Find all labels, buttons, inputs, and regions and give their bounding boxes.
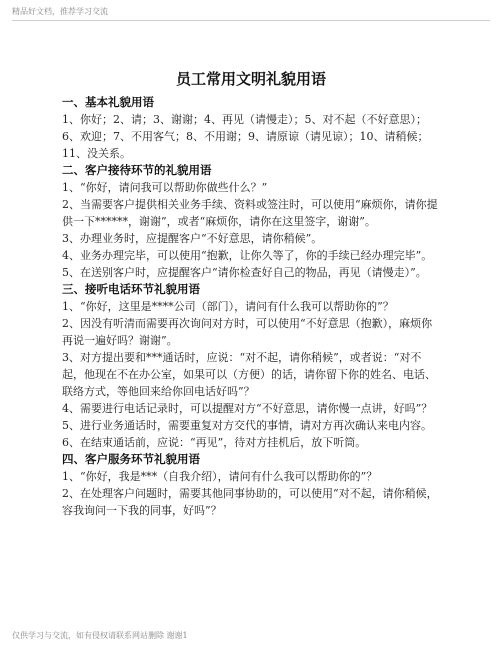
paragraph: 2、因没有听清而需要再次询问对方时，可以使用“不好意思（抱歉），麻烦你再说一遍好吗？谢谢”。 [62,317,433,347]
paragraph: 2、在处理客户问题时，需要其他同事协助的，可以使用“对不起，请你稍候，容我询问一下我的同事，好吗”？ [62,487,438,517]
section-heading: 一、基本礼貌用语 [62,95,154,109]
paragraph: 1、“你好，我是***（自我介绍），请问有什么我可以帮助你的”？ [62,470,378,483]
document-title: 员工常用文明礼貌用语 [175,70,326,88]
section-basic-courtesy [62,94,440,162]
paragraph: 6、在结束通话前，应说：“再见”，待对方挂机后，放下听筒。 [62,436,367,449]
document-body [62,94,440,519]
section-customer-service [62,451,440,519]
paragraph: 1、“你好，请问我可以帮助你做些什么？” [62,181,268,194]
paragraph: 1、“你好，这里是****公司（部门），请问有什么我可以帮助你的”？ [62,300,394,313]
section-phone [62,281,440,451]
section-heading: 二、客户接待环节的礼貌用语 [62,163,212,177]
paragraph: 1、你好；2、请；3、谢谢；4、再见（请慢走）；5、对不起（不好意思）；6、欢迎；7、不用客气；8、不用谢；9、请原谅（请见谅）；10、请稍候；11、没关系。 [62,113,429,160]
section-heading: 四、客户服务环节礼貌用语 [62,452,200,466]
section-heading: 三、接听电话环节礼貌用语 [62,282,200,296]
paragraph: 4、业务办理完毕，可以使用“抱歉，让你久等了，你的手续已经办理完毕”。 [62,249,433,262]
paragraph: 3、对方提出要和***通话时，应说：“对不起，请你稍候”，或者说：“对不起，他现在不在办公室，如果可以（方便）的话，请你留下你的姓名、电话、联络方式，等他回来给你回电话好吗”？ [62,351,436,398]
header-note: 精品好文档，推荐学习交流 [12,7,108,16]
footer-note: 仅供学习与交流，如有侵权请联系网站删除 谢谢1 [12,631,188,640]
section-reception [62,162,440,281]
header-divider [12,20,490,21]
paragraph: 3、办理业务时，应提醒客户“不好意思，请你稍候”。 [62,232,323,245]
paragraph: 5、在送别客户时，应提醒客户“请你检查好自己的物品，再见（请慢走）”。 [62,266,427,279]
paragraph: 4、需要进行电话记录时，可以提醒对方“不好意思，请你慢一点讲，好吗”？ [62,402,433,415]
paragraph: 2、当需要客户提供相关业务手续、资料或签注时，可以使用“麻烦你，请你提供一下******，谢谢”，或者“麻烦你，请你在这里签字，谢谢”。 [62,198,438,228]
paragraph: 5、进行业务通话时，需要重复对方交代的事情，请对方再次确认来电内容。 [62,419,432,432]
